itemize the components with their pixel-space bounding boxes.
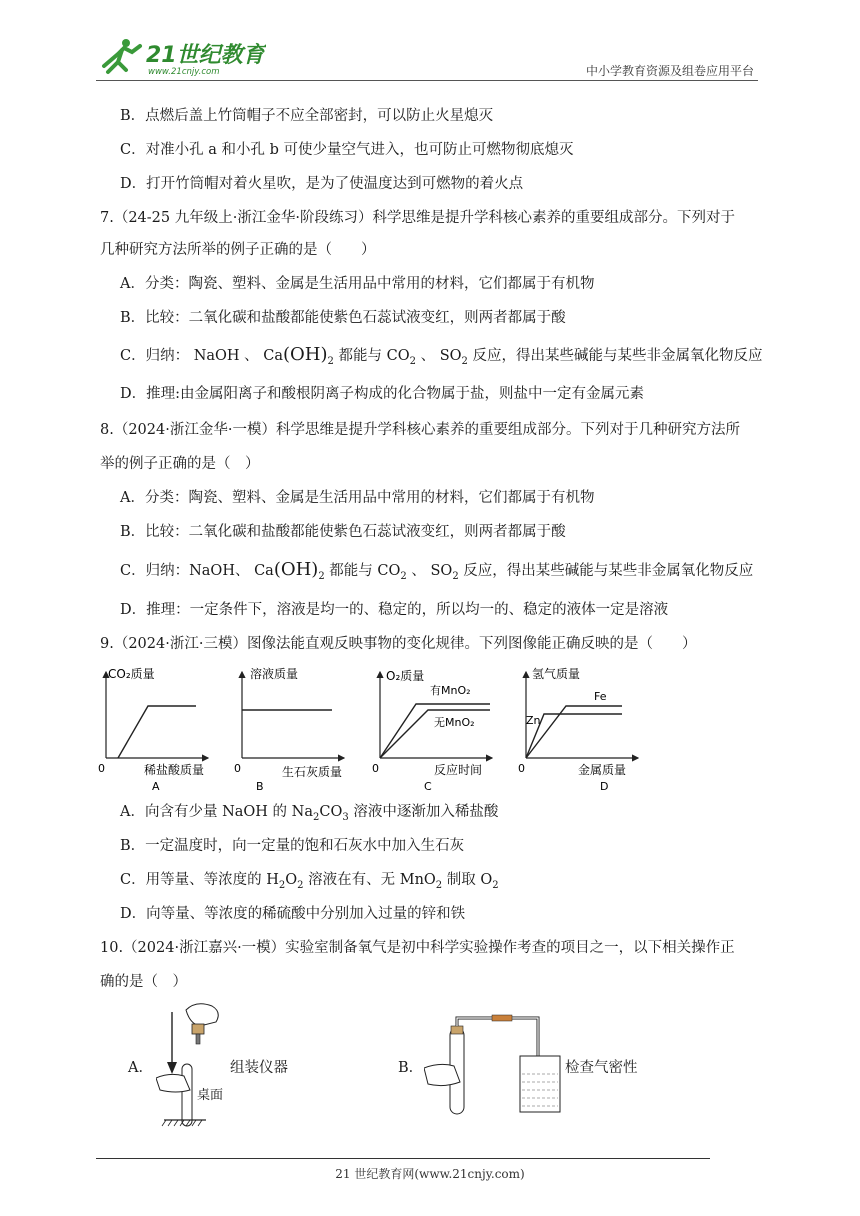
svg-text:氢气质量: 氢气质量: [532, 667, 581, 681]
q7-stem-line2: 几种研究方法所举的例子正确的是（ ）: [100, 242, 376, 258]
graph-a: [96, 664, 216, 798]
svg-text:A: A: [152, 780, 160, 793]
q10-figure-b: [424, 1010, 564, 1124]
q8-option-a: A．分类：陶瓷、塑料、金属是生活用品中常用的材料，它们都属于有机物: [120, 490, 595, 506]
q10-stem-line1: 10.（2024·浙江嘉兴·一模）实验室制备氧气是初中科学实验操作考查的项目之一，以下相关操作正: [100, 940, 735, 956]
q10-figure-a: [156, 1000, 236, 1134]
q6-option-c: C．对准小孔 a 和小孔 b 可使少量空气进入，也可防止可燃物彻底熄灭: [120, 142, 574, 158]
svg-text:O₂质量: O₂质量: [386, 669, 425, 683]
q8-stem-line1: 8.（2024·浙江金华·一模）科学思维是提升学科核心素养的重要组成部分。下列对于几种研究方法所: [100, 422, 740, 438]
q7-option-b: B．比较：二氧化碳和盐酸都能使紫色石蕊试液变红，则两者都属于酸: [120, 310, 566, 326]
graph-c: [370, 664, 500, 798]
q8-option-d: D．推理：一定条件下，溶液是均一的、稳定的，所以均一的、稳定的液体一定是溶液: [120, 602, 669, 618]
q7-option-d: D．推理:由金属阳离子和酸根阴离子构成的化合物属于盐，则盐中一定有金属元素: [120, 386, 645, 402]
graph-a-curve: [118, 706, 196, 758]
q10-desk-label: 桌面: [197, 1088, 224, 1103]
svg-text:D: D: [600, 780, 609, 793]
q8-stem-line2: 举的例子正确的是（ ）: [100, 456, 260, 472]
q10-option-a-caption: 组装仪器: [230, 1060, 288, 1076]
svg-text:反应时间: 反应时间: [434, 763, 483, 777]
q6-option-b: B．点燃后盖上竹筒帽子不应全部密封，可以防止火星熄灭: [120, 108, 494, 124]
svg-text:B: B: [256, 780, 264, 793]
svg-text:Zn: Zn: [526, 714, 541, 727]
q9-option-c: C．用等量、等浓度的 $H_2O_2$ 溶液在有、无 MnO$_2$ 制取 $O_2$: [120, 872, 499, 891]
footer-divider: [96, 1158, 710, 1159]
svg-text:有MnO₂: 有MnO₂: [430, 684, 471, 697]
svg-text:0: 0: [234, 762, 241, 775]
q9-stem: 9.（2024·浙江·三模）图像法能直观反映事物的变化规律。下列图像能正确反映的是（ ）: [100, 636, 697, 652]
runner-icon: [104, 39, 140, 72]
stopper-icon: [192, 1024, 204, 1034]
svg-text:CO₂质量: CO₂质量: [108, 667, 155, 681]
q10-option-b-caption: 检查气密性: [565, 1060, 638, 1076]
graph-c-curve-with-mno2: [380, 704, 490, 758]
hand-icon: [186, 1004, 218, 1026]
svg-text:0: 0: [98, 762, 105, 775]
stopper-icon: [451, 1026, 463, 1034]
q9-option-a: A．向含有少量 NaOH 的 $Na_2CO_3$ 溶液中逐渐加入稀盐酸: [120, 804, 499, 823]
svg-text:金属质量: 金属质量: [578, 763, 627, 777]
graph-d: [516, 664, 646, 798]
q10-option-a-label: A．: [128, 1060, 153, 1076]
svg-text:0: 0: [518, 762, 525, 775]
q9-option-d: D．向等量、等浓度的稀硫酸中分别加入过量的锌和铁: [120, 906, 466, 922]
q6-option-d: D．打开竹筒帽对着火星吹，是为了使温度达到可燃物的着火点: [120, 176, 524, 192]
test-tube-icon: [182, 1064, 192, 1126]
q10-option-b-label: B．: [398, 1060, 424, 1076]
svg-text:溶液质量: 溶液质量: [250, 667, 299, 681]
beaker-icon: [520, 1056, 560, 1112]
header-divider: [96, 80, 758, 81]
svg-text:21世纪教育: 21世纪教育: [146, 43, 265, 68]
hand-icon: [424, 1064, 460, 1085]
svg-text:www.21cnjy.com: www.21cnjy.com: [148, 67, 220, 77]
q8-option-b: B．比较：二氧化碳和盐酸都能使紫色石蕊试液变红，则两者都属于酸: [120, 524, 566, 540]
footer-text: 21 世纪教育网(www.21cnjy.com): [335, 1167, 525, 1181]
platform-name: 中小学教育资源及组卷应用平台: [585, 64, 754, 78]
holding-hand-icon: [156, 1074, 190, 1092]
q7-stem-line1: 7.（24-25 九年级上·浙江金华·阶段练习）科学思维是提升学科核心素养的重要组成部分。下列对于: [100, 210, 735, 226]
graph-b: [232, 664, 352, 798]
q10-stem-line2: 确的是（ ）: [100, 974, 187, 990]
svg-text:0: 0: [372, 762, 379, 775]
site-logo: [96, 36, 266, 78]
q7-option-c: C．归纳： NaOH 、 $Ca(OH)_2$ 都能与 $CO_2$ 、 $SO_2$ 反应，得出某些碱能与某些非金属氧化物反应: [120, 344, 763, 367]
svg-text:稀盐酸质量: 稀盐酸质量: [144, 763, 205, 777]
q8-option-c: C．归纳：NaOH、 $Ca(OH)_2$ 都能与 $CO_2$ 、 $SO_2$ 反应，得出某些碱能与某些非金属氧化物反应: [120, 559, 754, 582]
q9-option-b: B．一定温度时，向一定量的饱和石灰水中加入生石灰: [120, 838, 465, 854]
svg-text:C: C: [424, 780, 432, 793]
svg-text:Fe: Fe: [594, 690, 607, 703]
q7-option-a: A．分类：陶瓷、塑料、金属是生活用品中常用的材料，它们都属于有机物: [120, 276, 595, 292]
svg-text:生石灰质量: 生石灰质量: [282, 765, 343, 779]
svg-text:无MnO₂: 无MnO₂: [434, 716, 475, 729]
